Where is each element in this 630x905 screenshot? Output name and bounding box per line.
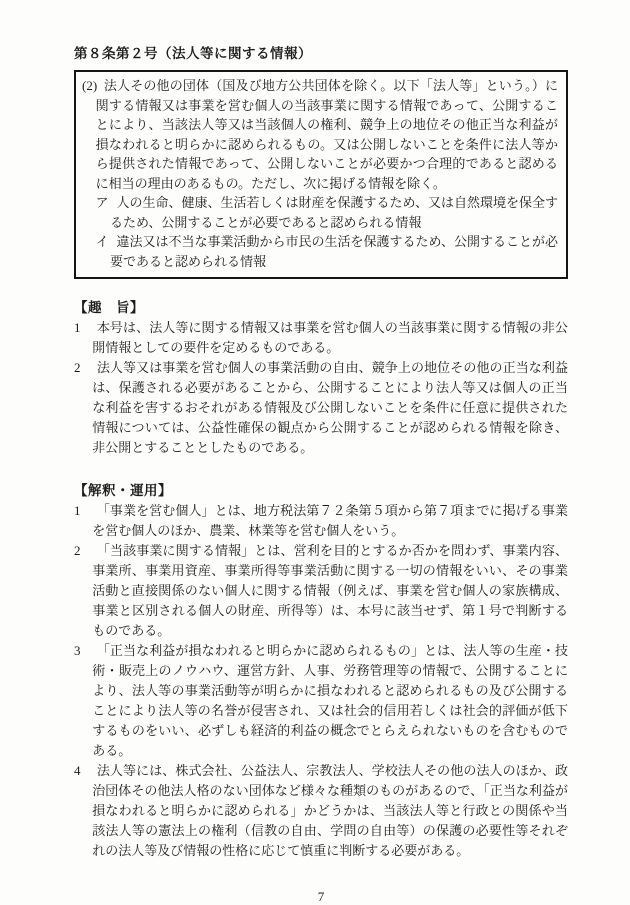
purpose-paragraph-2 [74, 358, 568, 458]
interpretation-paragraph-4 [74, 761, 568, 861]
section-purpose-heading: 【趣 旨】 [74, 300, 144, 315]
interpretation-paragraph-3-text: 「正当な利益が損なわれると明らかに認められるもの」とは、法人等の生産・技術・販売上のノウハウ、運営方針、人事、労務管理等の情報で、公開することにより、法人等の事業活動等が明らかに損なわれると認められるもの及び公開することにより法人等の名誉が侵害され、又は社会的信用若しくは社会的評価が低下するものをいい、必ずしも経済的利益の概念でとらえられないものを含むものである。 [92, 643, 568, 758]
provision-subitem-a [82, 193, 558, 232]
section-interpretation [74, 480, 568, 861]
subitem-a-label: ア [95, 195, 109, 210]
interpretation-paragraph-1 [74, 501, 568, 541]
subitem-i-text: 違法又は不当な事業活動から市民の生活を保護するため、公開することが必要であると認められる情報 [109, 234, 558, 269]
subitem-a-text: 人の生命、健康、生活若しくは財産を保護するため、又は自然環境を保全するため、公開することが必要であると認められる情報 [109, 195, 558, 230]
interpretation-paragraph-3 [74, 641, 568, 761]
page-number: 7 [317, 889, 325, 904]
section-purpose [74, 297, 568, 458]
article-heading: 第８条第２号（法人等に関する情報） [74, 46, 312, 61]
subitem-i-label: イ [95, 234, 109, 249]
section-interpretation-heading: 【解釈・運用】 [74, 483, 172, 498]
purpose-paragraph-2-number: 2 [74, 360, 81, 375]
provision-item-number: (2) [82, 78, 98, 93]
provision-paragraph [82, 76, 558, 193]
interpretation-paragraph-1-number: 1 [74, 503, 81, 518]
interpretation-paragraph-2-text: 「当該事業に関する情報」とは、営利を目的とするか否かを問わず、事業内容、事業所、事業用資産、事業所得等事業活動に関する一切の情報をいい、その事業活動と直接関係のない個人に関する情報（例えば、事業を営む個人の家族構成、事業と区別される個人の財産、所得等）は、本号に該当せず、第１号で判断するものである。 [92, 543, 568, 638]
purpose-paragraph-2-text: 法人等又は事業を営む個人の事業活動の自由、競争上の地位その他の正当な利益は、保護される必要があることから、公開することにより法人等又は個人の正当な利益を害するおそれがある情報及び公開しないことを条件に任意に提供された情報については、公益性確保の観点から公開することが認められる情報を除き、非公開とすることとしたものである。 [92, 360, 568, 455]
interpretation-paragraph-4-number: 4 [74, 763, 81, 778]
provision-body-text: 法人その他の団体（国及び地方公共団体を除く。以下「法人等」という。）に関する情報又は事業を営む個人の当該事業に関する情報であって、公開することにより、当該法人等又は当該個人の権利、競争上の地位その他正当な利益が損なわれると明らかに認められるもの。又は公開しないことを条件に法人等から提供された情報であって、公開しないことが必要かつ合理的であると認めるに相当の理由のあるもの。ただし、次に掲げる情報を除く。 [95, 78, 558, 191]
interpretation-paragraph-2 [74, 541, 568, 641]
purpose-paragraph-1 [74, 318, 568, 358]
interpretation-paragraph-2-number: 2 [74, 543, 81, 558]
provision-subitem-i [82, 232, 558, 271]
interpretation-paragraph-4-text: 法人等には、株式会社、公益法人、宗教法人、学校法人その他の法人のほか、政治団体その他法人格のない団体など様々な種類のものがあるので、「正当な利益が損なわれると明らかに認められる」かどうかは、当該法人等と行政との関係や当該法人等の憲法上の権利（信教の自由、学問の自由等）の保護の必要性等それぞれの法人等及び情報の性格に応じて慎重に判断する必要がある。 [92, 763, 568, 858]
interpretation-paragraph-1-text: 「事業を営む個人」とは、地方税法第７２条第５項から第７項までに掲げる事業を営む個人のほか、農業、林業等を営む個人をいう。 [92, 503, 568, 538]
interpretation-paragraph-3-number: 3 [74, 643, 81, 658]
purpose-paragraph-1-number: 1 [74, 320, 81, 335]
provision-box [74, 70, 568, 279]
purpose-paragraph-1-text: 本号は、法人等に関する情報又は事業を営む個人の当該事業に関する情報の非公開情報としての要件を定めるものである。 [92, 320, 568, 355]
